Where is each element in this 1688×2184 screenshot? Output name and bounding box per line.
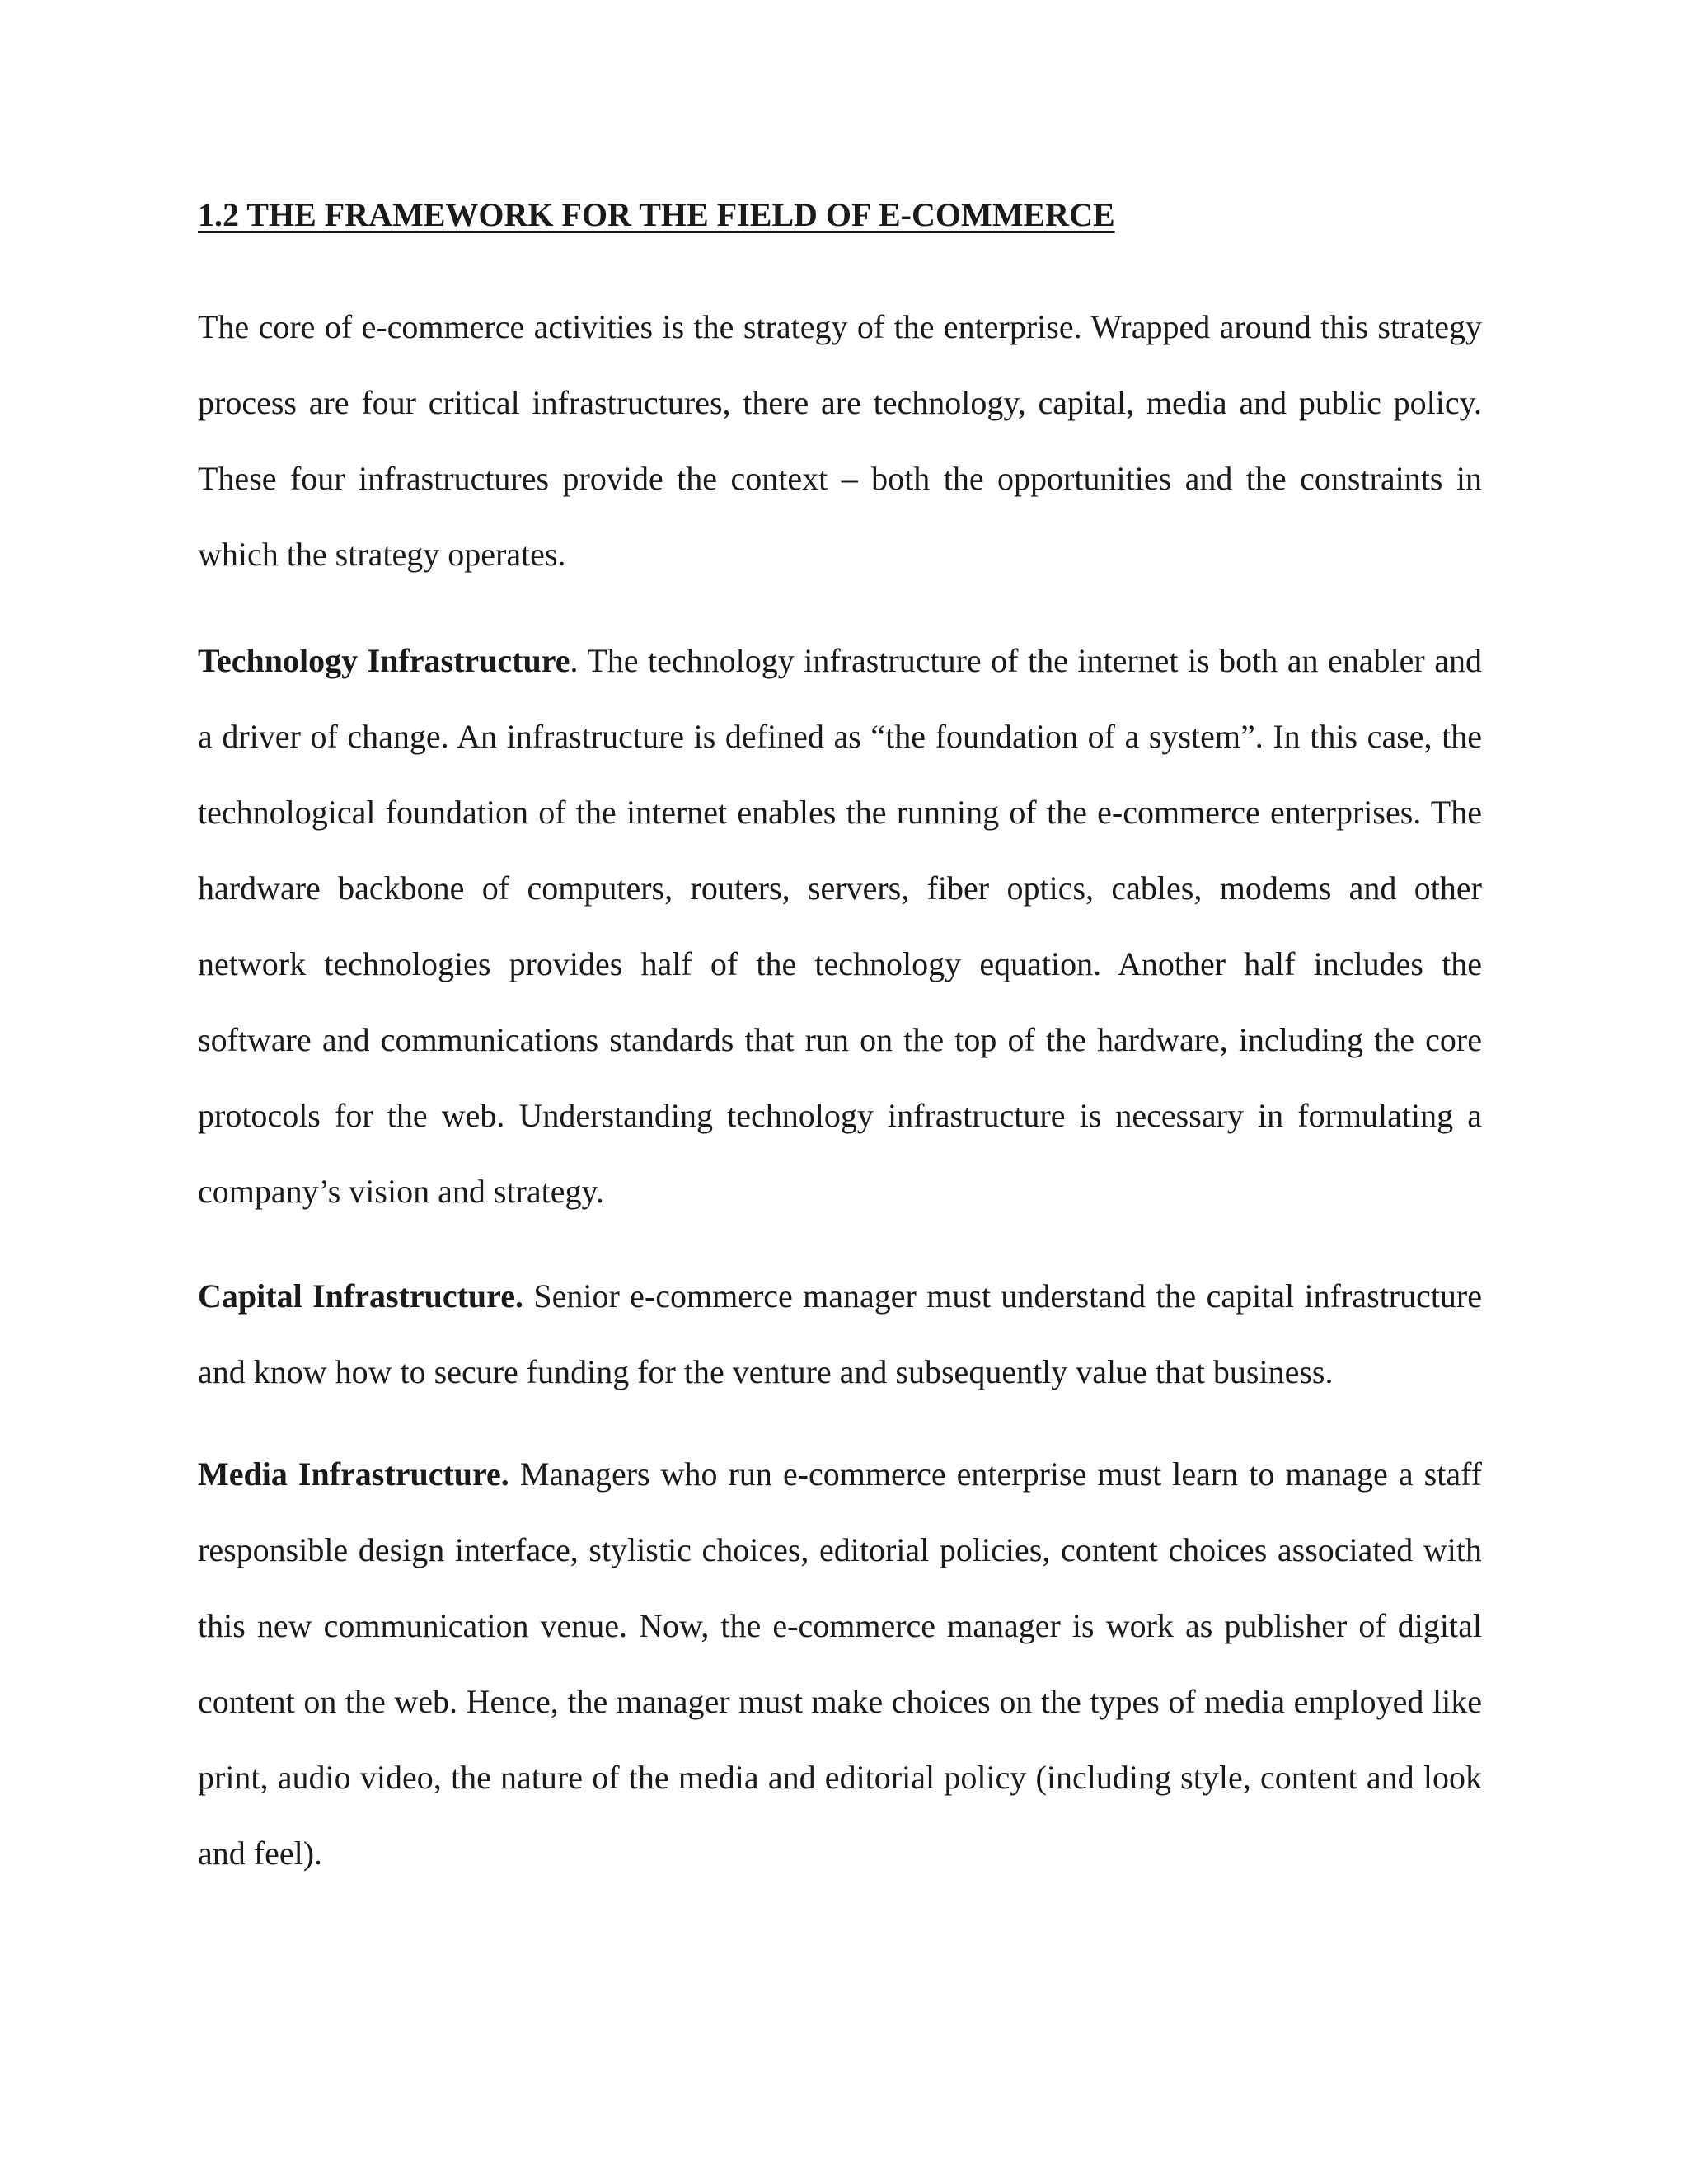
intro-paragraph: The core of e-commerce activities is the strategy of the enterprise. Wrapped around this strategy process are four critical infrastructures, there are technology, capital, media and public policy. These four infrastructures provide the context – both the opportunities and the constraints in which the strategy operates. bbox=[198, 308, 1482, 573]
section-heading: 1.2 THE FRAMEWORK FOR THE FIELD OF E-COMMERCE bbox=[198, 196, 1115, 233]
technology-text: . The technology infrastructure of the internet is both an enabler and a driver of change. An infrastructure is defined as “the foundation of a system”. In this case, the technological foundation of the internet enables the running of the e-commerce enterprises. The hardware backbone of computers, routers, servers, fiber optics, cables, modems and other network technologies provides half of the technology equation. Another half includes the software and communications standards that run on the top of the hardware, including the core protocols for the web. Understanding technology infrastructure is necessary in formulating a company’s vision and strategy. bbox=[198, 642, 1482, 1210]
media-lead: Media Infrastructure. bbox=[198, 1455, 509, 1493]
technology-paragraph bbox=[198, 623, 1482, 1230]
capital-text: Senior e-commerce manager must understand the capital infrastructure and know how to secure funding for the venture and subsequently value that business. bbox=[198, 1277, 1483, 1390]
media-paragraph bbox=[198, 1436, 1482, 1891]
technology-lead: Technology Infrastructure bbox=[198, 642, 570, 679]
media-text: Managers who run e-commerce enterprise must learn to manage a staff responsible design interface, stylistic choices, editorial policies, content choices associated with this new communication venue. Now, the e-commerce manager is work as publisher of digital content on the web. Hence, the manager must make choices on the types of media employed like print, audio video, the nature of the media and editorial policy (including style, content and look and feel). bbox=[198, 1455, 1482, 1872]
capital-paragraph bbox=[198, 1258, 1482, 1410]
capital-lead: Capital Infrastructure. bbox=[198, 1277, 523, 1315]
